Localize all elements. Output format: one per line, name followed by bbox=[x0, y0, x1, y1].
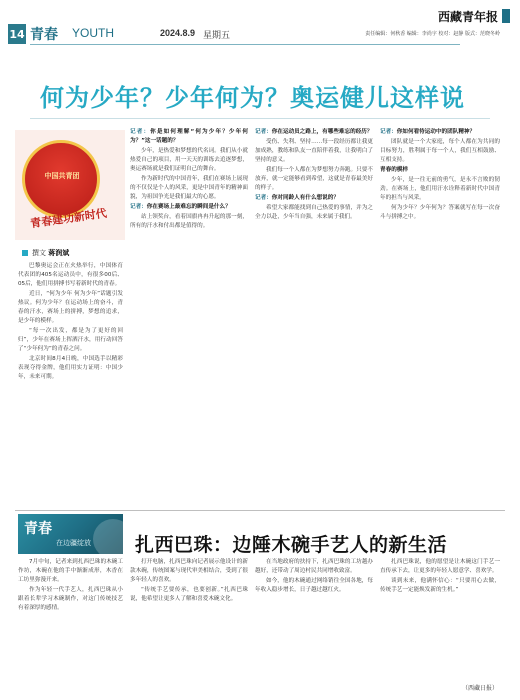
paragraph: 北京时间8月4日晚，中国选手以精彩表现夺得金牌，他们用实力证明：中国少年，未来可期。 bbox=[18, 356, 123, 380]
paragraph: “传统手艺要传承，也要创新。”扎西巴珠说，他希望让更多人了解和喜爱木碗文化。 bbox=[130, 587, 248, 602]
interview-question bbox=[130, 128, 248, 146]
paragraph: 作为年轻一代手艺人，扎西巴珠从小跟着长辈学习木碗制作，对这门传统技艺有着深厚的感情。 bbox=[18, 587, 123, 611]
article-column-4 bbox=[380, 128, 500, 506]
issue-date: 2024.8.9 bbox=[160, 28, 196, 38]
feature-headline: 扎西巴珠：边陲木碗手艺人的新生活 bbox=[135, 534, 448, 556]
interview-question bbox=[380, 128, 500, 137]
question-text: 你是如何理解“何为少年？少年何为？”这一话题的？ bbox=[130, 129, 248, 144]
interview-question bbox=[130, 203, 248, 212]
feature-column-1 bbox=[18, 558, 123, 680]
section-title: 青春 bbox=[30, 27, 58, 43]
subheading: 青春的模样 bbox=[380, 167, 408, 173]
question-text: 你对同龄人有什么想说的？ bbox=[271, 195, 339, 201]
byline-author: 蒋润斌 bbox=[48, 249, 70, 257]
article-column-3 bbox=[255, 128, 373, 506]
paragraph: 少年，是一往无前的勇气，是永不言败的韧劲。在赛场上，他们用汗水诠释着新时代中国青年的担当与风采。 bbox=[380, 177, 500, 201]
section-rule bbox=[30, 44, 460, 45]
paragraph: 何为少年？少年何为？答案就写在每一次奋斗与拼搏之中。 bbox=[380, 205, 500, 220]
paragraph: 巴黎奥运会正在火热举行，中国体育代表团的405名运动员中，有很多00后、05后，他们用拼搏书写着新时代的青春。 bbox=[18, 263, 123, 287]
question-text: 你在运动员之路上，有哪些难忘的经历？ bbox=[271, 129, 373, 135]
paragraph: 打开电脑，扎西巴珠向记者展示他设计的新款木碗，传统图案与现代审美相结合，受到了很多年轻人的喜欢。 bbox=[130, 559, 248, 583]
paragraph: 作为新时代的中国青年，我们在赛场上展现的不仅仅是个人的风采，更是中国青年的精神面貌，为祖国争光是我们最大的心愿。 bbox=[130, 176, 248, 200]
page-number: 14 bbox=[8, 24, 26, 44]
staff-credits: 责任编辑：何秋香 编辑：李尚宇 校对：赵静 版式：范晓冬岭 bbox=[365, 31, 500, 37]
main-headline: 何为少年？少年何为？奥运健儿这样说 bbox=[40, 84, 465, 112]
byline-label: 撰文 bbox=[32, 249, 46, 257]
paragraph: 团队就是一个大家庭，每个人都在为共同的目标努力，胜利属于每一个人，我们互相鼓励、互相支持。 bbox=[380, 139, 500, 163]
paragraph: 少年，是热爱和梦想的代名词。我们从小就热爱自己的项目，用一天天的训练去追逐梦想，奥运赛场就是我们证明自己的舞台。 bbox=[130, 148, 248, 172]
article-column-2 bbox=[130, 128, 248, 506]
paragraph: 希望大家都能找到自己热爱的事情，并为之全力以赴，少年当自强，未来属于我们。 bbox=[255, 205, 373, 220]
reporter-label: 记者： bbox=[380, 129, 397, 135]
newspaper-name: 西藏青年报 bbox=[437, 10, 498, 24]
paragraph: 谈到未来，他满怀信心：“只要用心去做，传统手艺一定能焕发新的生机。” bbox=[380, 578, 500, 593]
section-divider bbox=[15, 510, 505, 511]
paragraph: 近日，“何为少年 何为少年”话题引发热议。何为少年？在运动场上的奋斗，青春的汗水，赛场上的拼搏，梦想的追求，是少年的模样。 bbox=[18, 291, 123, 324]
paragraph: 站上领奖台，看着国旗冉冉升起的那一刻，所有的汗水和付出都是值得的。 bbox=[130, 214, 248, 229]
issue-weekday: 星期五 bbox=[203, 31, 231, 41]
emblem-slogan: 青春建功新时代 bbox=[29, 206, 108, 231]
page-header bbox=[0, 0, 520, 52]
paragraph: 扎西巴珠说，他的愿望是让木碗这门手艺一直传承下去，让更多的年轻人愿意学、喜欢学。 bbox=[380, 559, 500, 574]
banner-subtitle: 在边疆绽放 bbox=[56, 539, 91, 547]
question-text: 你如何看待运动中的团队精神？ bbox=[396, 129, 476, 135]
article-source: （西藏日报） bbox=[461, 685, 498, 692]
paragraph: 我们每一个人都在为梦想努力奔跑。只要不放弃，就一定能够看到希望，这就是青春最美好的样子。 bbox=[255, 167, 373, 191]
article-column-1 bbox=[18, 262, 123, 505]
feature-column-2 bbox=[130, 558, 248, 680]
emblem-text: 中国共青团 bbox=[44, 172, 80, 180]
paragraph: 7月中旬，记者来到扎西巴珠的木碗工作坊，木碗在他的手中渐渐成形，木香在工坊里弥漫开来。 bbox=[18, 559, 123, 583]
reporter-label: 记者： bbox=[255, 129, 272, 135]
paragraph: 在当地政府的扶持下，扎西巴珠的工坊越办越好，还带动了周边村民共同增收致富。 bbox=[255, 559, 373, 574]
reporter-label: 记者： bbox=[130, 204, 147, 210]
reporter-label: 记者： bbox=[255, 195, 272, 201]
interview-question bbox=[255, 194, 373, 203]
headline-rule bbox=[30, 118, 490, 119]
paragraph: 受伤、失利、坚持……每一段经历都让我更加成熟，教练和队友一直陪伴着我，让我明白了坚持的意义。 bbox=[255, 139, 373, 163]
byline bbox=[32, 248, 69, 258]
feature-column-4 bbox=[380, 558, 500, 680]
reporter-label: 记者： bbox=[130, 129, 151, 135]
interview-question bbox=[255, 128, 373, 137]
paragraph: 如今，他的木碗通过网络销往全国各地，每年收入稳步增长，日子越过越红火。 bbox=[255, 578, 373, 593]
paragraph: “每一次出发，都是为了更好的回归”，少年在赛场上挥洒汗水，用行动回答了“少年何为”的青春之问。 bbox=[18, 328, 123, 352]
question-text: 你在赛场上最难忘的瞬间是什么？ bbox=[146, 204, 231, 210]
banner-title: 青春 bbox=[24, 521, 52, 537]
section-title-en: YOUTH bbox=[72, 26, 114, 40]
feature-banner-image bbox=[18, 514, 123, 554]
byline-marker-icon bbox=[22, 250, 28, 256]
feature-column-3 bbox=[255, 558, 373, 680]
